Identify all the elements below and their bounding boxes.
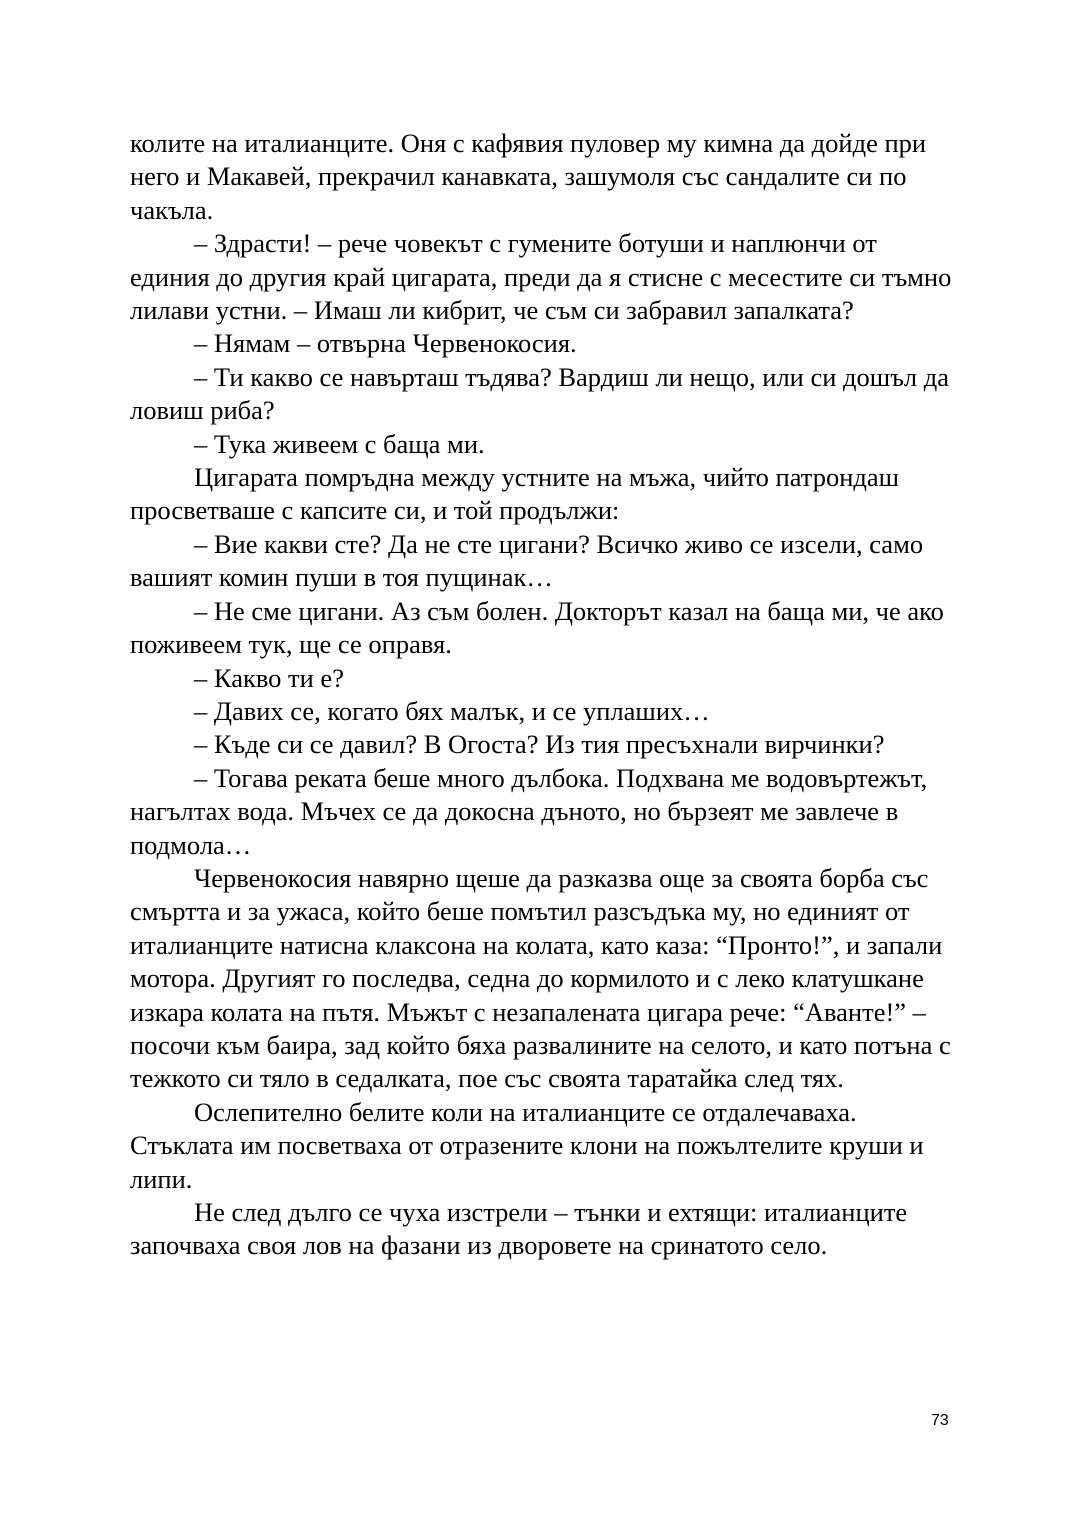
paragraph: – Здрасти! – рече човекът с гумените ботуши и наплюнчи от единия до другия край цигарата, преди да я стисне с месестите си тъмно лилави устни. – Имаш ли кибрит, че съм си забравил запалката? bbox=[130, 228, 952, 326]
paragraph: – Не сме цигани. Аз съм болен. Докторът казал на баща ми, че ако поживеем тук, ще се оправя. bbox=[130, 595, 944, 660]
paragraph: Ослепително белите коли на италианците се отдалечаваха. Стъклата им посветваха от отразените клони на пожълтелите круши и липи. bbox=[130, 1096, 924, 1194]
paragraph: – Какво ти е? bbox=[194, 662, 344, 693]
body-text bbox=[130, 127, 960, 1263]
paragraph: – Давих се, когато бях малък, и се уплаших… bbox=[194, 695, 710, 726]
paragraph: колите на италианците. Оня с кафявия пуловер му кимна да дойде при него и Макавей, прекрачил канавката, зашумоля със сандалите си по чакъла. bbox=[130, 128, 927, 225]
paragraph: – Къде си се давил? В Огоста? Из тия пресъхнали вирчинки? bbox=[194, 729, 885, 760]
paragraph: – Тука живеем с баща ми. bbox=[194, 428, 485, 459]
paragraph: – Нямам – отвърна Червенокосия. bbox=[194, 328, 577, 359]
paragraph: – Вие какви сте? Да не сте цигани? Всичко живо се изсели, само вашият комин пуши в тоя пущинак… bbox=[130, 528, 924, 593]
paragraph: Не след дълго се чуха изстрели – тънки и ехтящи: италианците започваха своя лов на фазани из дворовете на сринатото село. bbox=[130, 1197, 908, 1261]
paragraph: Червенокосия навярно щеше да разказва още за своята борба със смъртта и за ужаса, който беше помътил разсъдъка му, но единият от италианците натисна клаксона на колата, като каза: “Пронто!”, и запали мотора. Другият го последва, седна до кормилото и с леко клатушкане изкара колата на пътя. Мъжът с незапалената цигара рече: “Аванте!” – посочи към баира, зад който бяха развалините на селото, и като потъна с тежкото си тяло в седалката, пое със своята таратайка след тях. bbox=[130, 862, 951, 1094]
paragraph: – Тогава реката беше много дълбока. Подхвана ме водовъртежът, нагълтах вода. Мъчех се да докосна дъното, но бързеят ме завлече в подмола… bbox=[130, 762, 928, 860]
paragraph: Цигарата помръдна между устните на мъжа, чийто патрондаш просветваше с капсите си, и той продължи: bbox=[130, 462, 900, 526]
paragraph: – Ти какво се навърташ тъдява? Вардиш ли нещо, или си дошъл да ловиш риба? bbox=[130, 361, 949, 426]
page-number: 73 bbox=[931, 1412, 949, 1429]
